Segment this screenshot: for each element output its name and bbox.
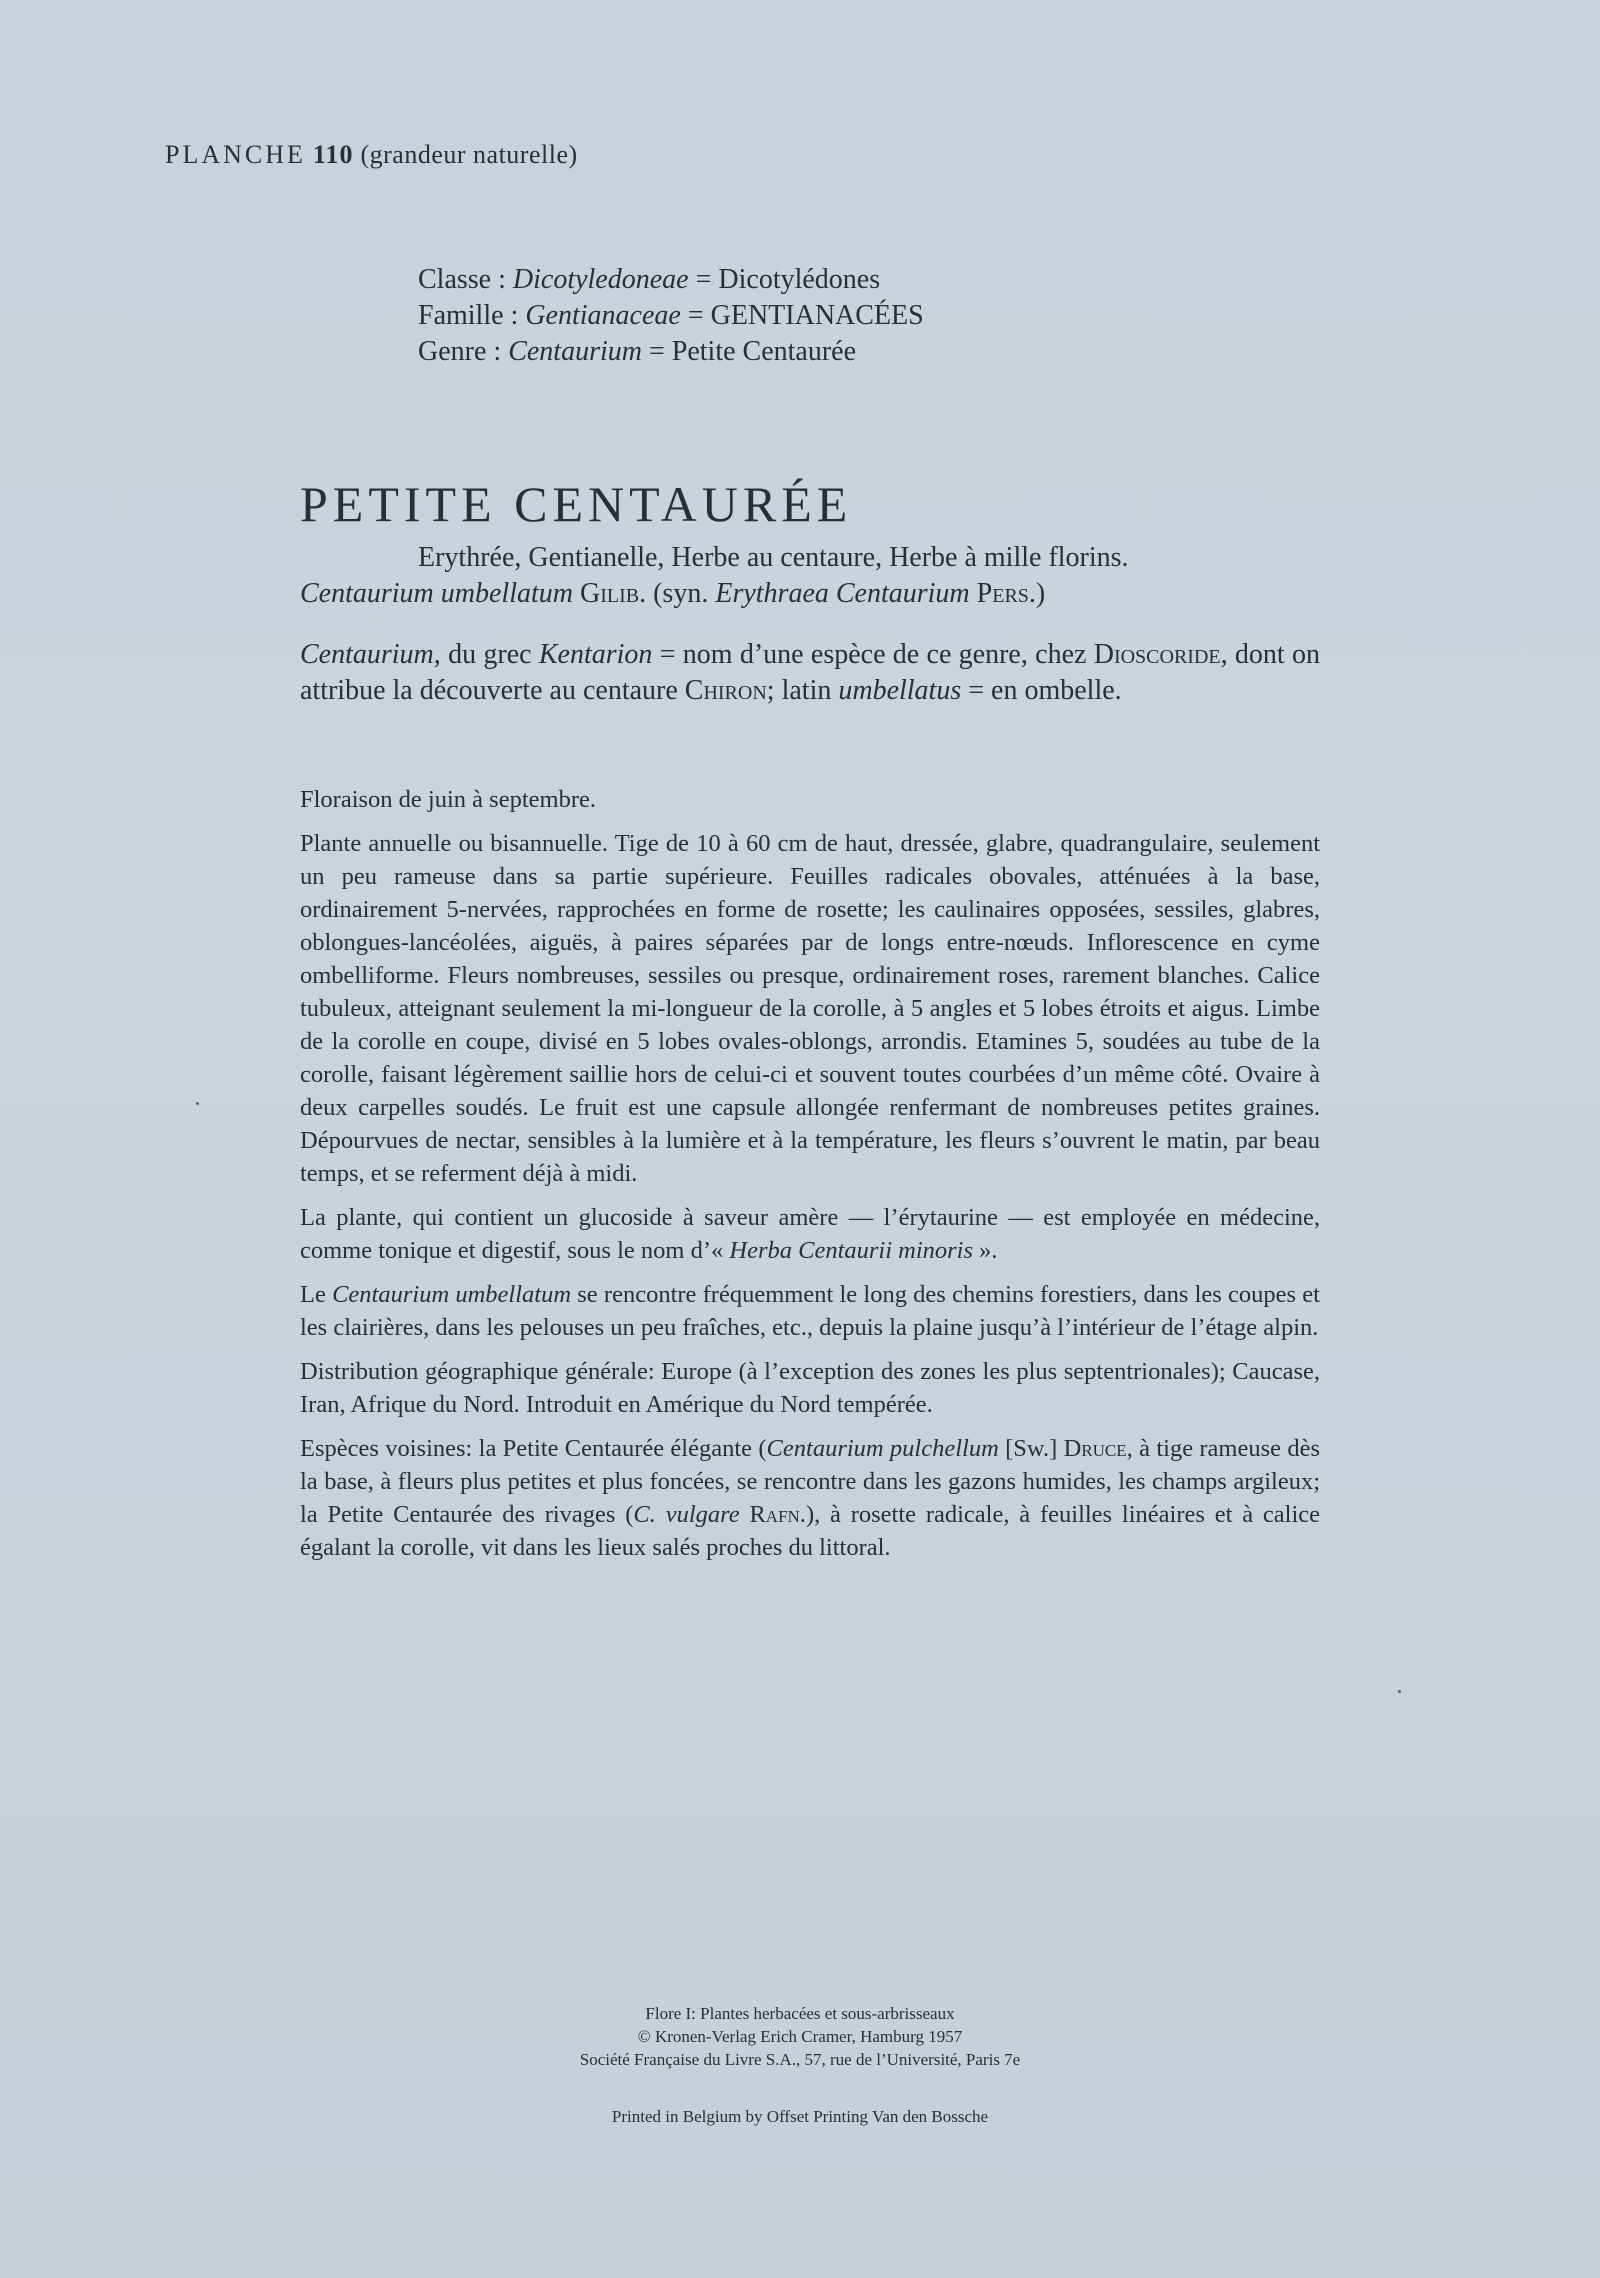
footer-line-1: Flore I: Plantes herbacées et sous-arbrisseaux <box>645 2004 955 2023</box>
etym-text: ; latin <box>766 675 839 706</box>
scientific-name-line <box>300 576 1320 612</box>
etym-word: Centaurium <box>300 639 434 670</box>
footer-line-3: Société Française du Livre S.A., 57, rue de l’Université, Paris 7e <box>579 2050 1021 2069</box>
famille-label: Famille : <box>418 300 519 331</box>
etymology-paragraph <box>300 637 1320 709</box>
plate-note: (grandeur naturelle) <box>360 140 578 169</box>
text-run: [Sw.] <box>998 1435 1064 1462</box>
etym-text: = en ombelle. <box>961 675 1122 706</box>
common-names: Erythrée, Gentianelle, Herbe au centaure, Herbe à mille florins. <box>418 542 1129 573</box>
flowering-paragraph: Floraison de juin à septembre. <box>300 786 596 813</box>
paper-speck <box>1398 1690 1401 1693</box>
text-run: Espèces voisines: la Petite Centaurée élégante ( <box>300 1435 767 1462</box>
page-title: PETITE CENTAURÉE <box>300 476 853 532</box>
genre-label: Genre : <box>418 336 502 367</box>
description-body <box>300 783 1320 1575</box>
plate-heading <box>165 140 578 170</box>
scientific-name: Centaurium umbellatum <box>300 578 573 609</box>
taxonomy-block <box>418 262 924 370</box>
text-run: ». <box>973 1237 998 1264</box>
etym-person: Chiron <box>684 675 767 706</box>
classe-latin: Dicotyledoneae <box>512 264 689 295</box>
author-run: Rafn. <box>749 1501 806 1528</box>
paper-speck <box>196 1102 199 1105</box>
famille-latin: Gentianaceae <box>525 300 681 331</box>
synonyms-block <box>300 540 1320 612</box>
etym-text: , du grec <box>433 639 539 670</box>
habitat-paragraph <box>300 1278 1320 1344</box>
classe-eq: = <box>695 264 712 295</box>
taxonomy-classe <box>418 262 924 298</box>
latin-run: Centaurium pulchellum <box>766 1435 999 1462</box>
plate-label: PLANCHE <box>165 140 306 169</box>
author-run: Druce <box>1063 1435 1127 1462</box>
text-run: ), à rosette radicale, à feuilles linéaires et à calice égalant la corolle, vit dans les lieux salés proches du littoral. <box>300 1501 1320 1561</box>
medicinal-paragraph <box>300 1201 1320 1267</box>
latin-run: Centaurium umbellatum <box>332 1281 572 1308</box>
etym-word: Kentarion <box>538 639 653 670</box>
famille-eq: = <box>687 300 704 331</box>
genre-eq: = <box>648 336 665 367</box>
scientific-author: Gilib. <box>580 578 647 609</box>
genre-french: Petite Centaurée <box>671 336 857 367</box>
classe-french: Dicotylédones <box>718 264 881 295</box>
syn-open: (syn. <box>653 578 709 609</box>
footer-line-2: © Kronen-Verlag Erich Cramer, Hamburg 1957 <box>637 2027 963 2046</box>
text-run: Le <box>300 1281 333 1308</box>
text-run <box>740 1501 750 1528</box>
publisher-footer <box>0 2002 1600 2071</box>
latin-run: C. vulgare <box>633 1501 740 1528</box>
etym-person: Dioscoride <box>1093 639 1221 670</box>
famille-french: GENTIANACÉES <box>710 300 924 331</box>
text-run: La plante, qui contient un glucoside à saveur amère — l’érytaurine — est employée en médecine, comme tonique et digestif, sous le nom d’« <box>300 1204 1320 1264</box>
genre-latin: Centaurium <box>508 336 642 367</box>
syn-close: ) <box>1035 578 1046 609</box>
etym-text: = nom d’une espèce de ce genre, chez <box>652 639 1094 670</box>
latin-run: Herba Centaurii minoris <box>729 1237 974 1264</box>
text-run: , à tige rameuse dès la base, à fleurs plus petites et plus foncées, se rencontre dans les gazons humides, les champs argileux; la Petite Centaurée des rivages ( <box>300 1435 1320 1528</box>
classe-label: Classe : <box>418 264 506 295</box>
printer-credit: Printed in Belgium by Offset Printing Van den Bossche <box>611 2107 989 2126</box>
etym-word: umbellatus <box>838 675 962 706</box>
text-run: se rencontre fréquemment le long des chemins forestiers, dans les coupes et les clairières, dans les pelouses un peu fraîches, etc., depuis la plaine jusqu’à l’intérieur de l’étage alpin. <box>300 1281 1320 1341</box>
synonym-name: Erythraea Centaurium <box>715 578 970 609</box>
distribution-paragraph: Distribution géographique générale: Europe (à l’exception des zones les plus septentrionales); Caucase, Iran, Afrique du Nord. Introduit en Amérique du Nord tempérée. <box>300 1358 1320 1418</box>
synonym-author: Pers. <box>976 578 1036 609</box>
related-species-paragraph <box>300 1432 1320 1564</box>
description-paragraph: Plante annuelle ou bisannuelle. Tige de 10 à 60 cm de haut, dressée, glabre, quadrangulaire, seulement un peu rameuse dans sa partie supérieure. Feuilles radicales obovales, atténuées à la base, ordinairement 5-nervées, rapprochées en forme de rosette; les caulinaires opposées, sessiles, glabres, oblongues-lancéolées, aiguës, à paires séparées par de longs entre-nœuds. Inflorescence en cyme ombelliforme. Fleurs nombreuses, sessiles ou presque, ordinairement roses, rarement blanches. Calice tubuleux, atteignant seulement la mi-longueur de la corolle, à 5 angles et 5 lobes étroits et aigus. Limbe de la corolle en coupe, divisé en 5 lobes ovales-oblongs, arrondis. Etamines 5, soudées au tube de la corolle, faisant légèrement saillie hors de celui-ci et souvent toutes courbées d’un même côté. Ovaire à deux carpelles soudés. Le fruit est une capsule allongée renfermant de nombreuses petites graines. Dépourvues de nectar, sensibles à la lumière et à la température, les fleurs s’ouvrent le matin, par beau temps, et se referment déjà à midi. <box>300 830 1320 1187</box>
plate-number: 110 <box>312 140 354 169</box>
taxonomy-famille <box>418 298 924 334</box>
etym-text: , dont on attribue la découverte au centaure <box>300 639 1320 706</box>
taxonomy-genre <box>418 334 924 370</box>
